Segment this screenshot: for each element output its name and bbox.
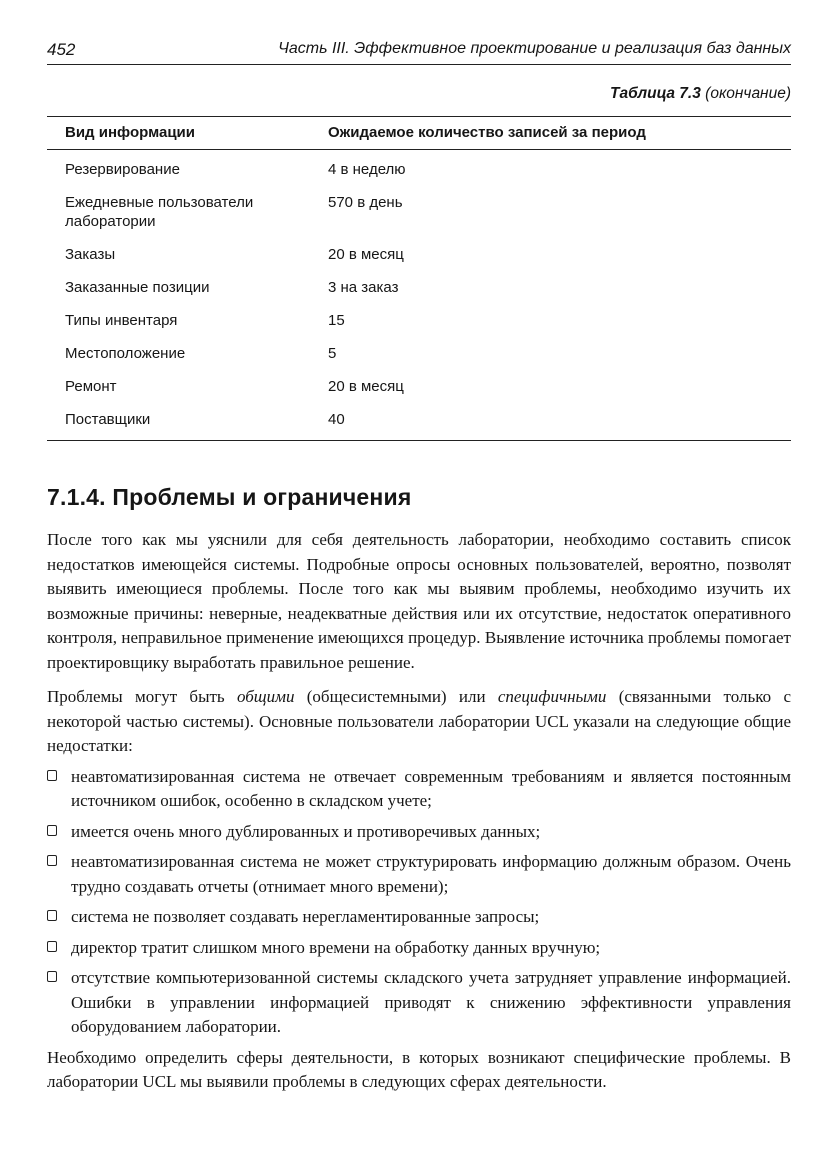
table-header-cell: Вид информации xyxy=(47,117,320,150)
table-cell: Поставщики xyxy=(65,411,151,428)
chapter-part-title: Часть III. Эффективное проектирование и реализация баз данных xyxy=(278,40,791,57)
list-item xyxy=(47,765,791,814)
table-row xyxy=(47,271,791,304)
table-cell: Типы инвентаря xyxy=(65,312,178,329)
emphasis-text: общими xyxy=(236,687,295,706)
table-cell: 3 на заказ xyxy=(328,279,399,296)
list-item xyxy=(47,850,791,899)
bullet-list xyxy=(47,765,791,1040)
body-paragraph: После того как мы уяснили для себя деятельность лаборатории, необходимо составить список недостатков имеющейся системы. Подробные опросы основных пользователей, вероятно, позволят выявить имеющиеся проблемы. После того как мы выявим проблемы, необходимо изучить их возможные причины: неверные, неадекватные действия или их отсутствие, недостаток оперативного контроля, неправильное применение имеющихся процедур. Выявление источника проблемы помогает проектировщику выработать правильное решение. xyxy=(47,530,791,672)
checkbox-bullet-icon xyxy=(47,971,57,982)
list-item xyxy=(47,936,791,961)
list-item-text: система не позволяет создавать нерегламентированные запросы; xyxy=(71,907,540,926)
checkbox-bullet-icon xyxy=(47,770,57,781)
table-row xyxy=(47,370,791,403)
table-row xyxy=(47,337,791,370)
checkbox-bullet-icon xyxy=(47,910,57,921)
list-item xyxy=(47,905,791,930)
book-page xyxy=(47,34,791,1095)
table-cell: 4 в неделю xyxy=(328,161,406,178)
table-cell: Местоположение xyxy=(65,345,186,362)
table-caption-label: Таблица 7.3 xyxy=(609,85,701,102)
table-row xyxy=(47,238,791,271)
table-cell: 15 xyxy=(328,312,345,329)
text-run: Проблемы могут быть xyxy=(47,687,237,706)
table-cell: Заказанные позиции xyxy=(65,279,210,296)
table-row xyxy=(47,403,791,441)
page-number: 452 xyxy=(47,40,76,59)
checkbox-bullet-icon xyxy=(47,855,57,866)
table-header-cell: Ожидаемое количество записей за период xyxy=(320,117,791,150)
checkbox-bullet-icon xyxy=(47,825,57,836)
table-cell: Ремонт xyxy=(65,378,117,395)
table-cell: 20 в месяц xyxy=(328,378,404,395)
table-row xyxy=(47,186,791,238)
table-row xyxy=(47,150,791,187)
table-caption-note: (окончание) xyxy=(700,85,791,102)
checkbox-bullet-icon xyxy=(47,941,57,952)
table-cell: 5 xyxy=(328,345,337,362)
table-row xyxy=(47,304,791,337)
table-cell: Ежедневные пользователи лаборатории xyxy=(65,194,254,230)
list-item-text: отсутствие компьютеризованной системы складского учета затрудняет управление информацией. Ошибки в управлении информацией приводят к снижению эффективности управления оборудованием лаборатории. xyxy=(71,968,791,1036)
list-item-text: неавтоматизированная система не отвечает современным требованиям и является постоянным источником ошибок, особенно в складском учете; xyxy=(71,766,791,810)
table-cell: 20 в месяц xyxy=(328,246,404,263)
text-run: (связанными только с некоторой частью системы). Основные пользователи лаборатории UCL указали на следующие общие недостатки: xyxy=(47,687,791,755)
list-item-text: неавтоматизированная система не может структурировать информацию должным образом. Очень трудно создавать отчеты (отнимает много времени); xyxy=(71,852,791,896)
running-header xyxy=(47,34,791,65)
table-cell: Резервирование xyxy=(65,161,180,178)
list-item-text: директор тратит слишком много времени на обработку данных вручную; xyxy=(71,937,601,957)
body-paragraph: Необходимо определить сферы деятельности, в которых возникают специфические проблемы. В лаборатории UCL мы выявили проблемы в следующих сферах деятельности. xyxy=(47,1047,791,1091)
table-cell: 40 xyxy=(328,411,345,428)
body-paragraph xyxy=(47,685,791,759)
data-table xyxy=(47,116,791,441)
list-item-text: имеется очень много дублированных и противоречивых данных; xyxy=(71,821,541,841)
table-cell: 570 в день xyxy=(328,194,403,211)
list-item xyxy=(47,820,791,845)
text-run: (общесистемными) или xyxy=(294,687,498,706)
table-cell: Заказы xyxy=(65,246,116,263)
table-header-row xyxy=(47,117,791,150)
section-heading: 7.1.4. Проблемы и ограничения xyxy=(47,484,412,510)
list-item xyxy=(47,966,791,1040)
emphasis-text: специфичными xyxy=(497,687,607,706)
table-caption xyxy=(47,85,791,103)
